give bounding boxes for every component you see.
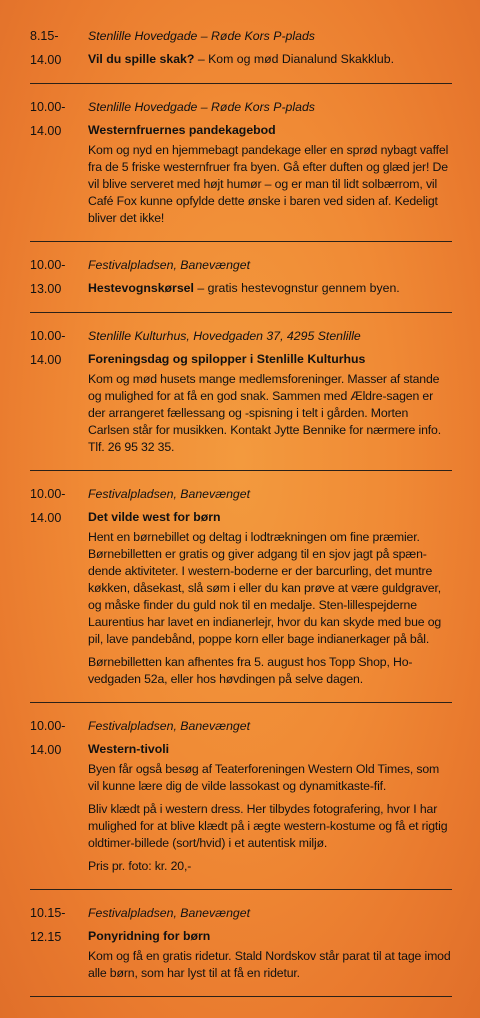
event-start-time: 10.00- [30, 100, 66, 114]
event-start-time: 8.15- [30, 29, 59, 43]
divider [30, 996, 452, 997]
divider [30, 889, 452, 890]
event-end-time: 14.00 [30, 53, 62, 67]
event-title: Ponyridning for børn [88, 929, 211, 943]
event-price: Pris pr. foto: kr. 20,- [88, 859, 192, 873]
divider [30, 83, 452, 84]
event-description: Kom og mød husets mange medlemsforeninger. Masser af stande og mulighed for at få en god snak. Sammen med Ældre-sagen er der arrangeret fællessang og -spisning i telt i gården. Morten Carlsen står for musikken. Kontakt Jytte Bennike for nærmere info. Tlf. 26 95 32 35. [88, 372, 442, 454]
event-title: Det vilde west for børn [88, 510, 221, 524]
event-pancakes [0, 98, 480, 227]
event-location: Stenlille Hovedgade – Røde Kors P-plads [88, 29, 315, 43]
event-end-time: 14.00 [30, 511, 62, 525]
event-end-time: 13.00 [30, 282, 62, 296]
event-location: Festivalpladsen, Banevænget [88, 906, 251, 920]
event-location: Festivalpladsen, Banevænget [88, 258, 251, 272]
event-pony-riding [0, 904, 480, 982]
event-start-time: 10.00- [30, 329, 66, 343]
event-start-time: 10.00- [30, 719, 66, 733]
event-title: Foreningsdag og spilopper i Stenlille Kulturhus [88, 352, 366, 366]
event-title: Hestevognskørsel [88, 281, 194, 295]
event-end-time: 14.00 [30, 353, 62, 367]
divider [30, 312, 452, 313]
event-start-time: 10.00- [30, 258, 66, 272]
event-title-suffix: – Kom og mød Dianalund Skakklub. [194, 52, 394, 66]
event-description: Bliv klædt på i western dress. Her tilbydes fotografering, hvor I har mulighed for at blive klædt på i ægte western-kostume og få et rigtig oldtimer-billede (sort/hvid) i et autentisk miljø. [88, 802, 448, 850]
event-end-time: 14.00 [30, 743, 62, 757]
event-title: Westernfruernes pandekagebod [88, 123, 276, 137]
event-associations [0, 327, 480, 456]
divider [30, 702, 452, 703]
event-location: Festivalpladsen, Banevænget [88, 719, 251, 733]
event-location: Festivalpladsen, Banevænget [88, 487, 251, 501]
event-description: Byen får også besøg af Teaterforeningen Western Old Times, som vil kunne lære dig de vilde lassokast og dynamitkaste-fif. [88, 762, 440, 793]
event-start-time: 10.15- [30, 906, 66, 920]
event-carriage [0, 256, 480, 298]
divider [30, 470, 452, 471]
event-description: Kom og nyd en hjemmebagt pandekage eller en sprød nybagt vaffel fra de 5 friske westernfruer fra byen. Gå efter duften og glæd jer! De vil blive serveret med højt humør – og er man til lidt solbærrom, vil Café Fox kunne opfylde dette ønske i baren ved siden af. Kedeligt bliver det ikke! [88, 143, 449, 225]
event-chess [0, 0, 480, 69]
event-description: Kom og få en gratis ridetur. Stald Nordskov står parat til at tage imod alle børn, som har lyst til at få en ridetur. [88, 949, 451, 980]
event-title: Vil du spille skak? [88, 52, 195, 66]
event-description: Hent en børnebillet og deltag i lodtrækningen om fine præmier. Børnebilletten er gratis og giver adgang til en sjov jagt på spæn-dende aktiviteter. I western-boderne er der barcurling, det muntre køkken, dåsekast, slå søm i eller du kan prøve at være guldgraver, og måske finder du guld nok til en medalje. Sten-lillespejderne Laurentius har lavet en indianerlejr, hvor du kan skyde med bue og pil, lave pandebånd, poppe korn eller bage indianerkager på bål. [88, 530, 442, 646]
event-end-time: 14.00 [30, 124, 62, 138]
event-description: Børnebilletten kan afhentes fra 5. august hos Topp Shop, Ho-vedgaden 52a, eller hos høvdingen på selve dagen. [88, 655, 413, 686]
event-western-tivoli [0, 717, 480, 875]
event-location: Stenlille Kulturhus, Hovedgaden 37, 4295 Stenlille [88, 329, 361, 343]
event-start-time: 10.00- [30, 487, 66, 501]
event-end-time: 12.15 [30, 930, 62, 944]
event-title-suffix: – gratis hestevognstur gennem byen. [193, 281, 400, 295]
divider [30, 241, 452, 242]
event-wild-west-kids [0, 485, 480, 688]
event-location: Stenlille Hovedgade – Røde Kors P-plads [88, 100, 315, 114]
event-title: Western-tivoli [88, 742, 170, 756]
